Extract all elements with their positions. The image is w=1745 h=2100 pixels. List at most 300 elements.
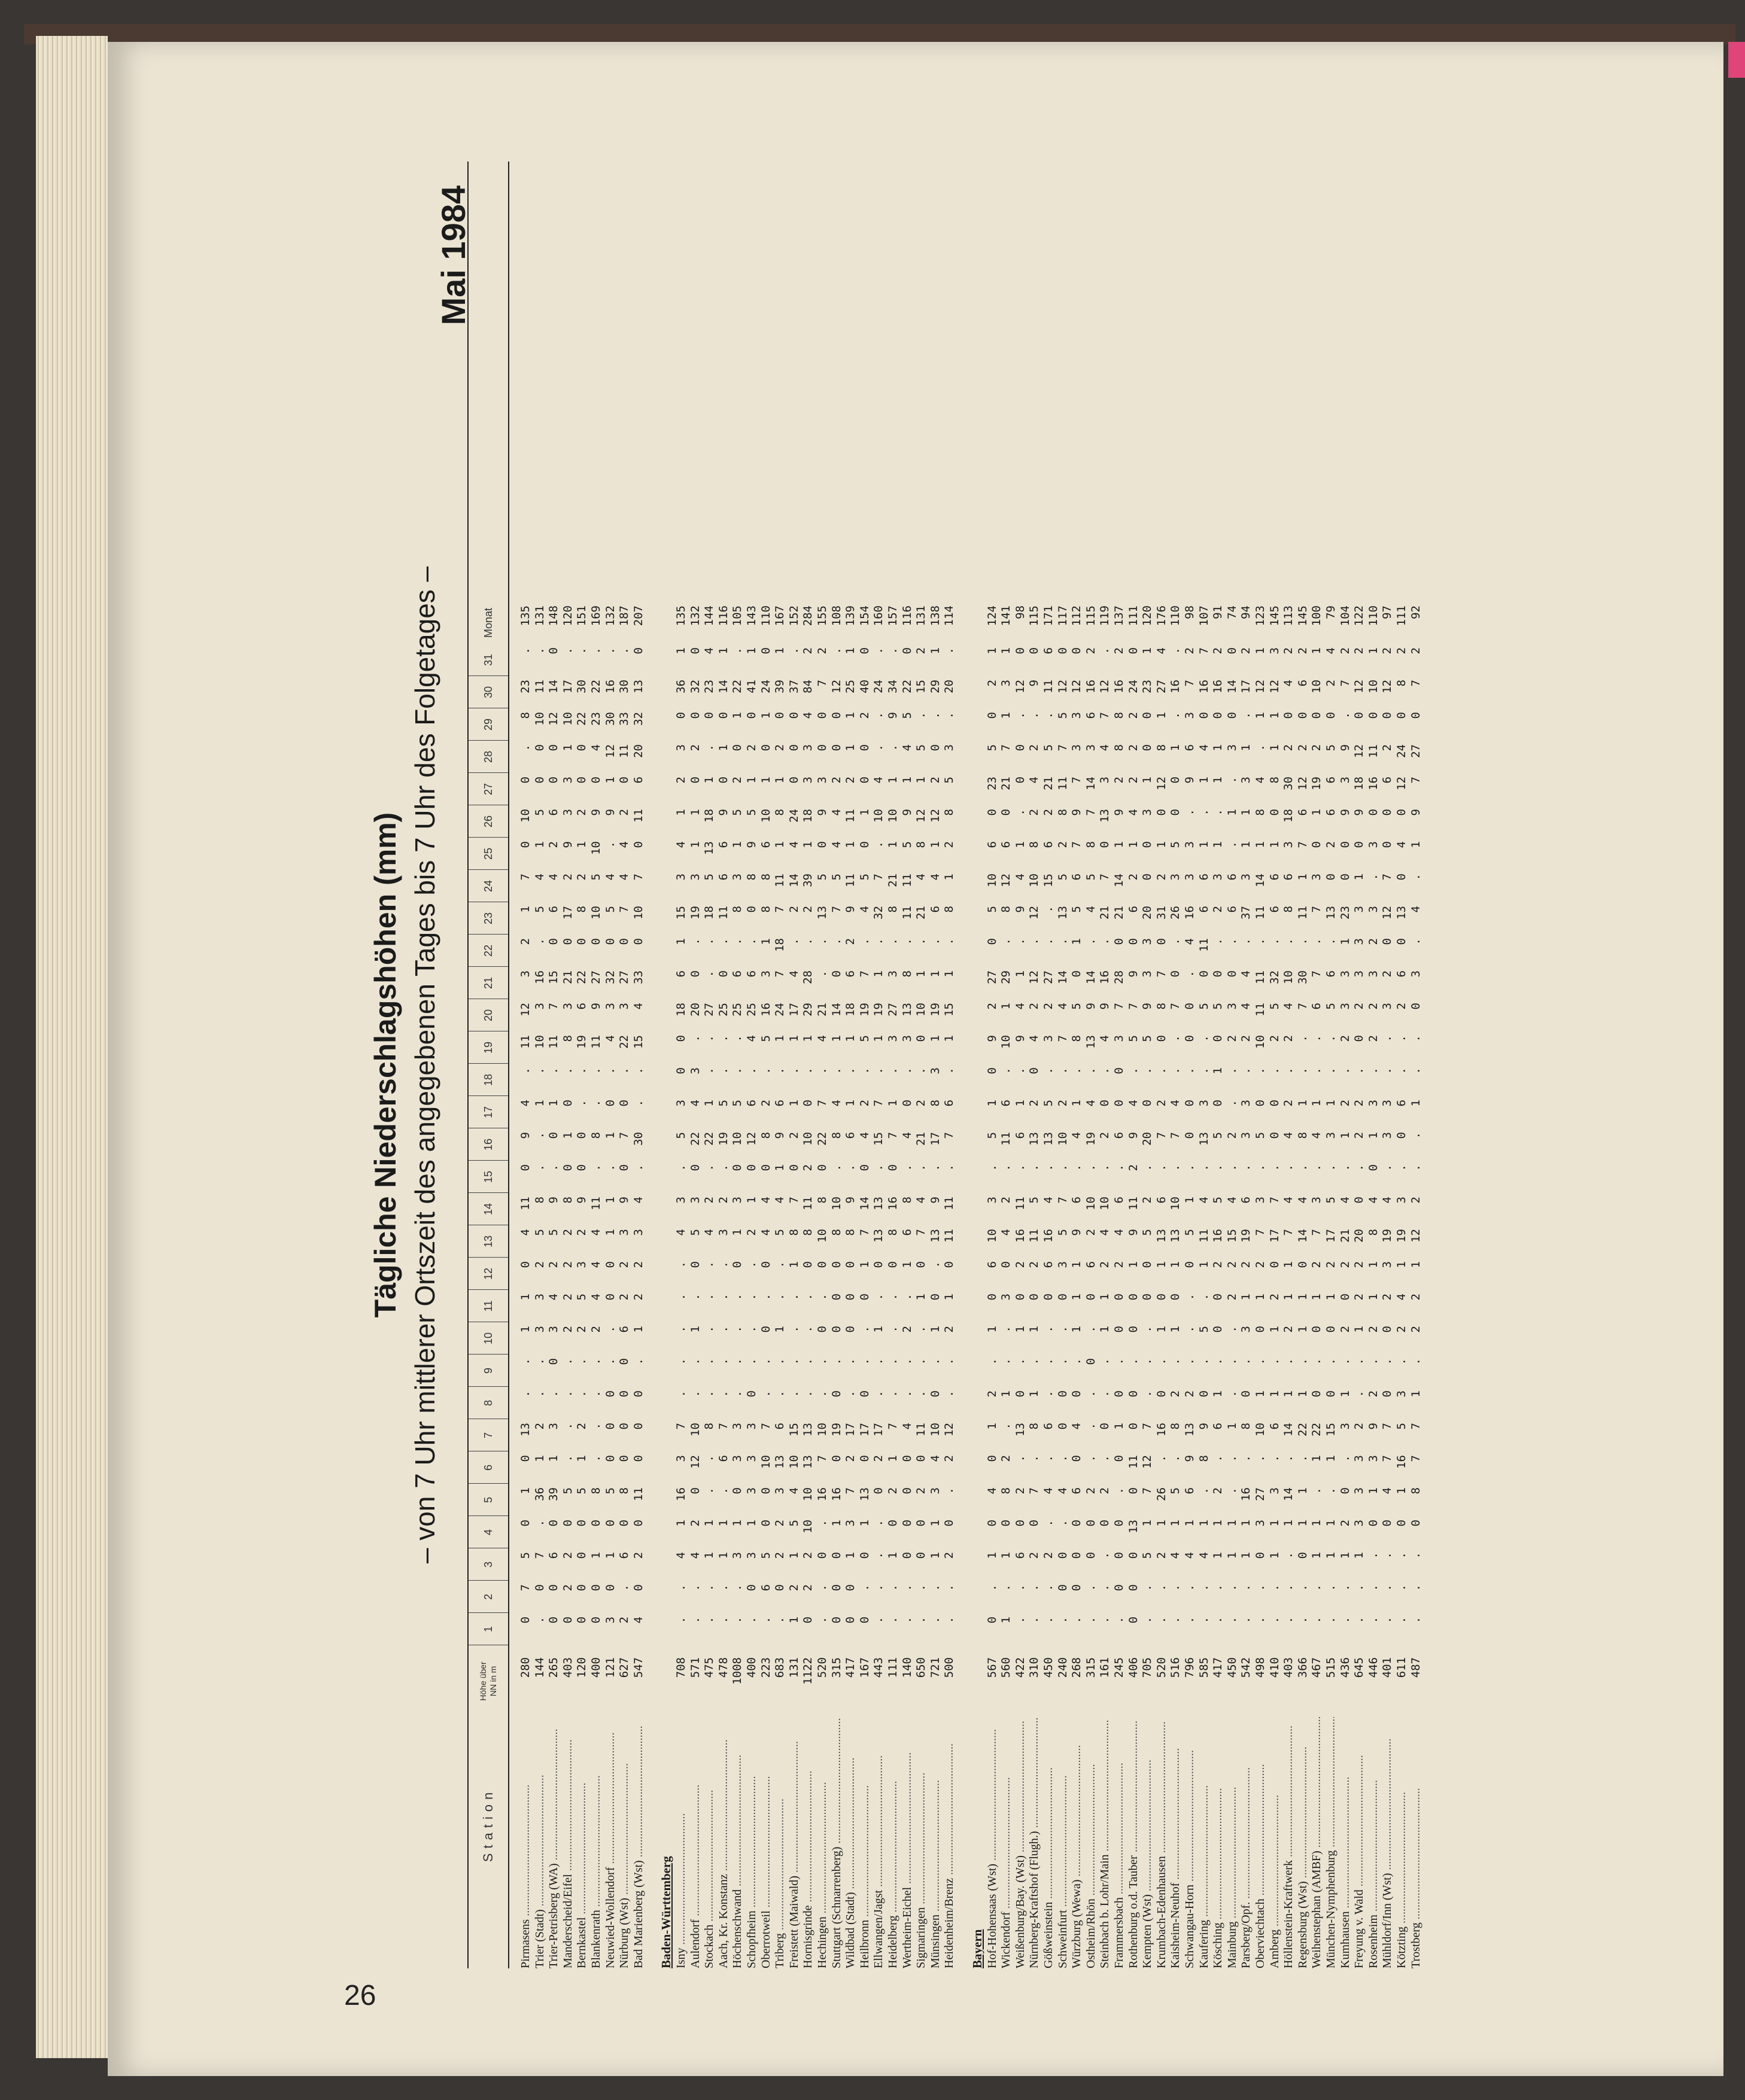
daily-value-cell: 1 (674, 1520, 688, 1527)
daily-value-cell: 10 (1366, 680, 1380, 693)
daily-value-cell: 2 (1395, 1003, 1408, 1010)
daily-value-cell: 0 (1112, 1584, 1126, 1591)
daily-value-cell: 7 (519, 1584, 532, 1591)
daily-value-cell: 14 (829, 1003, 843, 1016)
daily-value-cell: 7 (1381, 1455, 1394, 1462)
daily-value-cell: 1 (985, 647, 999, 655)
daily-value-cell: . (999, 1067, 1013, 1075)
daily-value-cell: 2 (801, 906, 815, 913)
daily-value-cell: . (1013, 1067, 1027, 1075)
daily-value-cell: 0 (631, 1423, 645, 1430)
header-day-24: 24 (482, 879, 494, 893)
daily-value-cell: 2 (1027, 744, 1041, 751)
daily-value-cell: . (745, 1261, 758, 1268)
daily-value-cell: 4 (1084, 906, 1098, 913)
daily-value-cell: 1 (1267, 1390, 1281, 1398)
daily-value-cell: 3 (1239, 874, 1253, 881)
column-separator (469, 1192, 508, 1193)
daily-value-cell: . (1296, 1617, 1309, 1624)
daily-value-cell: . (716, 1326, 730, 1333)
daily-value-cell: . (1013, 809, 1027, 816)
daily-value-cell: 16 (1169, 680, 1182, 693)
daily-value-cell: 4 (703, 647, 716, 655)
daily-value-cell: 8 (1112, 744, 1126, 751)
daily-value-cell: 11 (844, 874, 858, 887)
daily-value-cell: . (999, 1326, 1013, 1333)
daily-value-cell: 21 (914, 906, 928, 920)
daily-value-cell: 2 (1324, 841, 1337, 848)
daily-value-cell: . (1267, 1455, 1281, 1462)
table-row (1084, 162, 1098, 1968)
daily-value-cell: . (1169, 1164, 1182, 1171)
daily-value-cell: . (703, 744, 716, 751)
station-height: 708 (674, 1657, 688, 1678)
station-name: Kaisheim-Neuhof ..... (1169, 1717, 1182, 1968)
daily-value-cell: 37 (787, 680, 801, 693)
daily-value-cell: . (1409, 1617, 1422, 1624)
daily-value-cell: 2 (1352, 1294, 1366, 1301)
daily-value-cell: 0 (547, 1617, 561, 1624)
daily-value-cell: 2 (533, 1423, 546, 1430)
daily-value-cell: 2 (1409, 1326, 1422, 1333)
daily-value-cell: 1 (1225, 809, 1239, 816)
daily-value-cell: 2 (1381, 647, 1394, 655)
daily-value-cell: 2 (773, 1552, 787, 1559)
daily-value-cell: 0 (575, 1164, 589, 1171)
daily-value-cell: 3 (745, 1487, 758, 1495)
daily-value-cell: . (519, 1067, 532, 1075)
daily-value-cell: 1 (801, 1035, 815, 1042)
daily-value-cell: . (816, 1520, 829, 1527)
daily-value-cell: 4 (603, 1035, 617, 1042)
daily-value-cell: 0 (533, 777, 546, 784)
monthly-total-cell: 92 (1409, 605, 1422, 619)
daily-value-cell: 13 (928, 1229, 942, 1243)
daily-value-cell: 0 (844, 1326, 858, 1333)
daily-value-cell: 11 (1126, 1455, 1140, 1469)
monthly-total-cell: 104 (1338, 605, 1352, 626)
daily-value-cell: . (1056, 1326, 1069, 1333)
daily-value-cell: 1 (1296, 1520, 1309, 1527)
daily-value-cell: . (589, 1455, 603, 1462)
daily-value-cell: 7 (1112, 1003, 1126, 1010)
daily-value-cell: 0 (858, 1164, 871, 1171)
daily-value-cell: 0 (674, 1035, 688, 1042)
daily-value-cell: 3 (886, 970, 899, 978)
daily-value-cell: 17 (787, 1003, 801, 1016)
station-name: Ostheim/Rhön ..... (1084, 1717, 1098, 1968)
monthly-total-cell: 132 (603, 605, 617, 626)
daily-value-cell: 10 (816, 1423, 829, 1436)
daily-value-cell: . (703, 1326, 716, 1333)
daily-value-cell: 27 (1042, 970, 1055, 984)
station-height: 683 (773, 1657, 787, 1678)
station-height: 1008 (731, 1657, 744, 1685)
daily-value-cell: . (1169, 1067, 1182, 1075)
table-row (1169, 162, 1182, 1968)
daily-value-cell: 13 (858, 1487, 871, 1501)
daily-value-cell: 0 (1409, 712, 1422, 719)
daily-value-cell: 18 (844, 1003, 858, 1016)
daily-value-cell: . (1324, 1067, 1337, 1075)
daily-value-cell: 12 (1154, 777, 1168, 790)
daily-value-cell: 17 (928, 1132, 942, 1146)
daily-value-cell: . (1042, 1067, 1055, 1075)
daily-value-cell: 2 (1027, 1261, 1041, 1268)
daily-value-cell: 0 (1112, 1294, 1126, 1301)
daily-value-cell: 0 (1381, 938, 1394, 945)
daily-value-cell: 1 (716, 1552, 730, 1559)
daily-value-cell: . (1254, 1617, 1267, 1624)
daily-value-cell: 4 (631, 1003, 645, 1010)
daily-value-cell: 7 (829, 906, 843, 913)
station-height: 515 (1324, 1657, 1337, 1678)
daily-value-cell: 7 (631, 874, 645, 881)
daily-value-cell: 30 (1296, 970, 1309, 984)
daily-value-cell: . (745, 1294, 758, 1301)
daily-value-cell: . (1056, 1520, 1069, 1527)
daily-value-cell: . (561, 1455, 574, 1462)
daily-value-cell: . (1395, 1035, 1408, 1042)
daily-value-cell: . (1282, 1617, 1296, 1624)
station-height: 450 (1042, 1657, 1055, 1678)
daily-value-cell: . (703, 1617, 716, 1624)
daily-value-cell: 6 (1042, 841, 1055, 848)
daily-value-cell: . (1254, 1455, 1267, 1462)
daily-value-cell: . (1352, 1164, 1366, 1171)
daily-value-cell: 1 (703, 1520, 716, 1527)
monthly-total-cell: 151 (575, 605, 589, 626)
daily-value-cell: . (731, 1584, 744, 1591)
daily-value-cell: . (1169, 1584, 1182, 1591)
daily-value-cell: . (1296, 1455, 1309, 1462)
daily-value-cell: 1 (943, 1035, 956, 1042)
daily-value-cell: 20 (1141, 1132, 1154, 1146)
daily-value-cell: . (1239, 938, 1253, 945)
daily-value-cell: 9 (1084, 1003, 1098, 1010)
daily-value-cell: 2 (914, 1487, 928, 1495)
station-height: 315 (1084, 1657, 1098, 1678)
daily-value-cell: 9 (1013, 906, 1027, 913)
daily-value-cell: 0 (1112, 1100, 1126, 1107)
daily-value-cell: 8 (1154, 1003, 1168, 1010)
daily-value-cell: 3 (1409, 970, 1422, 978)
daily-value-cell: 9 (1409, 809, 1422, 816)
daily-value-cell: 1 (1338, 1132, 1352, 1139)
daily-value-cell: 22 (703, 1132, 716, 1146)
table-row (1112, 162, 1126, 1968)
table-row (1254, 162, 1267, 1968)
header-day-7: 7 (482, 1432, 494, 1439)
daily-value-cell: 0 (688, 1164, 702, 1171)
daily-value-cell: 7 (1310, 1229, 1324, 1236)
daily-value-cell: 2 (985, 1390, 999, 1398)
daily-value-cell: 1 (745, 1520, 758, 1527)
daily-value-cell: 5 (1267, 1003, 1281, 1010)
daily-value-cell: 0 (914, 1261, 928, 1268)
daily-value-cell: 1 (688, 809, 702, 816)
station-height: 144 (533, 1657, 546, 1678)
daily-value-cell: . (1282, 1164, 1296, 1171)
daily-value-cell: . (1310, 1487, 1324, 1495)
daily-value-cell: 5 (858, 874, 871, 881)
monthly-total-cell: 98 (1013, 605, 1027, 619)
daily-value-cell: 14 (1056, 970, 1069, 984)
daily-value-cell: 0 (688, 712, 702, 719)
station-height: 280 (519, 1657, 532, 1678)
daily-value-cell: 36 (674, 680, 688, 693)
daily-value-cell: . (716, 1261, 730, 1268)
daily-value-cell: 5 (759, 1552, 773, 1559)
daily-value-cell: 2 (1366, 1390, 1380, 1398)
daily-value-cell: 8 (618, 1487, 631, 1495)
daily-value-cell: . (829, 647, 843, 655)
daily-value-cell: 4 (928, 1455, 942, 1462)
daily-value-cell: 1 (1112, 1423, 1126, 1430)
table-row (1197, 162, 1211, 1968)
table-row (717, 162, 730, 1968)
daily-value-cell: 0 (1141, 874, 1154, 881)
station-height: 403 (1282, 1657, 1296, 1678)
daily-value-cell: 4 (631, 1197, 645, 1204)
header-day-27: 27 (482, 783, 494, 796)
daily-value-cell: 1 (1169, 744, 1182, 751)
daily-value-cell: . (1197, 1617, 1211, 1624)
daily-value-cell: 1 (1141, 647, 1154, 655)
daily-value-cell: 0 (1013, 744, 1027, 751)
daily-value-cell: 12 (1098, 680, 1112, 693)
daily-value-cell: 1 (1338, 938, 1352, 945)
daily-value-cell: 32 (1267, 970, 1281, 984)
daily-value-cell: 4 (1381, 1487, 1394, 1495)
daily-value-cell: 8 (1239, 1423, 1253, 1430)
station-name: Sigmaringen ..... (914, 1717, 928, 1968)
daily-value-cell: 1 (1409, 841, 1422, 848)
daily-value-cell: 1 (886, 777, 899, 784)
daily-value-cell: 0 (519, 1520, 532, 1527)
daily-value-cell: 1 (1098, 1294, 1112, 1301)
daily-value-cell: . (1409, 1067, 1422, 1075)
daily-value-cell: 5 (547, 1229, 561, 1236)
daily-value-cell: 0 (1169, 1294, 1182, 1301)
daily-value-cell: 0 (1211, 1294, 1225, 1301)
daily-value-cell: 6 (1395, 1100, 1408, 1107)
daily-value-cell: 8 (1282, 906, 1296, 913)
daily-value-cell: 4 (1070, 1423, 1084, 1430)
daily-value-cell: . (1225, 1617, 1239, 1624)
daily-value-cell: 3 (618, 1229, 631, 1236)
daily-value-cell: 19 (1239, 1229, 1253, 1243)
table-row (632, 162, 645, 1968)
daily-value-cell: . (1239, 1067, 1253, 1075)
daily-value-cell: 2 (631, 1294, 645, 1301)
daily-value-cell: 0 (1338, 1294, 1352, 1301)
daily-value-cell: 1 (1126, 841, 1140, 848)
daily-value-cell: 2 (943, 1326, 956, 1333)
daily-value-cell: 4 (1381, 1197, 1394, 1204)
daily-value-cell: 3 (575, 1261, 589, 1268)
daily-value-cell: 1 (1154, 841, 1168, 848)
daily-value-cell: 4 (872, 777, 886, 784)
daily-value-cell: 14 (1084, 777, 1098, 790)
table-row (1211, 162, 1224, 1968)
daily-value-cell: 0 (631, 1584, 645, 1591)
monthly-total-cell: 138 (928, 605, 942, 626)
daily-value-cell: 3 (1381, 1100, 1394, 1107)
daily-value-cell: 1 (872, 970, 886, 978)
table-row (1098, 162, 1111, 1968)
daily-value-cell: 0 (618, 1358, 631, 1365)
daily-value-cell: . (731, 1390, 744, 1398)
daily-value-cell: 2 (618, 809, 631, 816)
daily-value-cell: 2 (561, 1584, 574, 1591)
daily-value-cell: 4 (618, 841, 631, 848)
daily-value-cell: 3 (1141, 970, 1154, 978)
daily-value-cell: . (1070, 1067, 1084, 1075)
daily-value-cell: . (1395, 1617, 1408, 1624)
daily-value-cell: 1 (985, 1552, 999, 1559)
daily-value-cell: 0 (844, 1617, 858, 1624)
daily-value-cell: . (886, 1584, 899, 1591)
header-monat: Monat (482, 607, 494, 638)
daily-value-cell: 9 (745, 841, 758, 848)
daily-value-cell: . (999, 938, 1013, 945)
daily-value-cell: 10 (519, 809, 532, 823)
daily-value-cell: 3 (631, 1229, 645, 1236)
daily-value-cell: 1 (1310, 1552, 1324, 1559)
table-row (858, 162, 871, 1968)
daily-value-cell: 7 (618, 1132, 631, 1139)
daily-value-cell: 0 (759, 1261, 773, 1268)
daily-value-cell: 1 (1267, 712, 1281, 719)
daily-value-cell: 12 (547, 712, 561, 726)
daily-value-cell: 8 (1056, 809, 1069, 816)
daily-value-cell: 6 (999, 1100, 1013, 1107)
daily-value-cell: 0 (1296, 712, 1309, 719)
daily-value-cell: . (1084, 1326, 1098, 1333)
daily-value-cell: 5 (858, 1035, 871, 1042)
daily-value-cell: . (1366, 1584, 1380, 1591)
daily-value-cell: . (1296, 1358, 1309, 1365)
station-name: Kaufering ..... (1197, 1717, 1211, 1968)
daily-value-cell: 8 (1027, 1423, 1041, 1430)
daily-value-cell: . (716, 1035, 730, 1042)
daily-value-cell: 2 (1027, 1003, 1041, 1010)
daily-value-cell: 1 (716, 744, 730, 751)
daily-value-cell: 8 (829, 1229, 843, 1236)
daily-value-cell: 8 (1267, 777, 1281, 784)
daily-value-cell: 7 (618, 906, 631, 913)
station-height: 796 (1183, 1657, 1196, 1678)
station-height: 417 (844, 1657, 858, 1678)
daily-value-cell: 1 (745, 647, 758, 655)
daily-value-cell: 3 (745, 1423, 758, 1430)
daily-value-cell: 0 (716, 777, 730, 784)
monthly-total-cell: 91 (1211, 605, 1225, 619)
daily-value-cell: 11 (900, 906, 914, 920)
daily-value-cell: . (928, 1164, 942, 1171)
daily-value-cell: 5 (674, 1132, 688, 1139)
daily-value-cell: 0 (1197, 970, 1211, 978)
daily-value-cell: 19 (872, 1003, 886, 1016)
daily-value-cell: 0 (575, 744, 589, 751)
daily-value-cell: . (1225, 1326, 1239, 1333)
daily-value-cell: 3 (1070, 744, 1084, 751)
daily-value-cell: 2 (1254, 1261, 1267, 1268)
daily-value-cell: 6 (1042, 1261, 1055, 1268)
daily-value-cell: 2 (1352, 1261, 1366, 1268)
daily-value-cell: . (1282, 1552, 1296, 1559)
daily-value-cell: 5 (533, 1229, 546, 1236)
station-height: 475 (703, 1657, 716, 1678)
daily-value-cell: 0 (787, 777, 801, 784)
daily-value-cell: . (773, 1358, 787, 1365)
daily-value-cell: 4 (688, 1552, 702, 1559)
daily-value-cell: 15 (1225, 1229, 1239, 1243)
daily-value-cell: 0 (603, 1100, 617, 1107)
daily-value-cell: 0 (1141, 1100, 1154, 1107)
header-day-17: 17 (482, 1106, 494, 1119)
daily-value-cell: 27 (589, 970, 603, 984)
daily-value-cell: 1 (674, 938, 688, 945)
daily-value-cell: . (1056, 1358, 1069, 1365)
rotated-table-area (362, 162, 1487, 1968)
daily-value-cell: 2 (801, 1584, 815, 1591)
daily-value-cell: 11 (914, 1423, 928, 1436)
daily-value-cell: . (1338, 1164, 1352, 1171)
daily-value-cell: 4 (914, 874, 928, 881)
daily-value-cell: 20 (688, 1003, 702, 1016)
daily-value-cell: 16 (1098, 970, 1112, 984)
daily-value-cell: . (787, 647, 801, 655)
daily-value-cell: 4 (759, 1229, 773, 1236)
daily-value-cell: . (1183, 1326, 1196, 1333)
daily-value-cell: 0 (603, 1390, 617, 1398)
daily-value-cell: 0 (519, 777, 532, 784)
daily-value-cell: 3 (1169, 874, 1182, 881)
daily-value-cell: 0 (561, 1164, 574, 1171)
daily-value-cell: . (1042, 712, 1055, 719)
daily-value-cell: 5 (731, 1100, 744, 1107)
daily-value-cell: 9 (1366, 1423, 1380, 1430)
daily-value-cell: 0 (943, 1520, 956, 1527)
daily-value-cell: 14 (1225, 680, 1239, 693)
daily-value-cell: 4 (1282, 1132, 1296, 1139)
daily-value-cell: 1 (1239, 809, 1253, 816)
daily-value-cell: . (1056, 938, 1069, 945)
daily-value-cell: 18 (801, 809, 815, 823)
daily-value-cell: 1 (688, 841, 702, 848)
daily-value-cell: . (703, 1487, 716, 1495)
daily-value-cell: 10 (1254, 1423, 1267, 1436)
daily-value-cell: 6 (745, 1100, 758, 1107)
daily-value-cell: 14 (1296, 1229, 1309, 1243)
daily-value-cell: . (872, 938, 886, 945)
header-day-10: 10 (482, 1332, 494, 1345)
daily-value-cell: 3 (731, 874, 744, 881)
daily-value-cell: 3 (928, 1487, 942, 1495)
daily-value-cell: . (829, 1164, 843, 1171)
daily-value-cell: 6 (1070, 1487, 1084, 1495)
table-row (1268, 162, 1281, 1968)
daily-value-cell: 2 (801, 1164, 815, 1171)
daily-value-cell: 8 (589, 1487, 603, 1495)
daily-value-cell: . (1395, 1164, 1408, 1171)
daily-value-cell: 0 (519, 1261, 532, 1268)
daily-value-cell: 2 (688, 744, 702, 751)
daily-value-cell: 9 (716, 809, 730, 816)
monthly-total-cell: 123 (1254, 605, 1267, 626)
